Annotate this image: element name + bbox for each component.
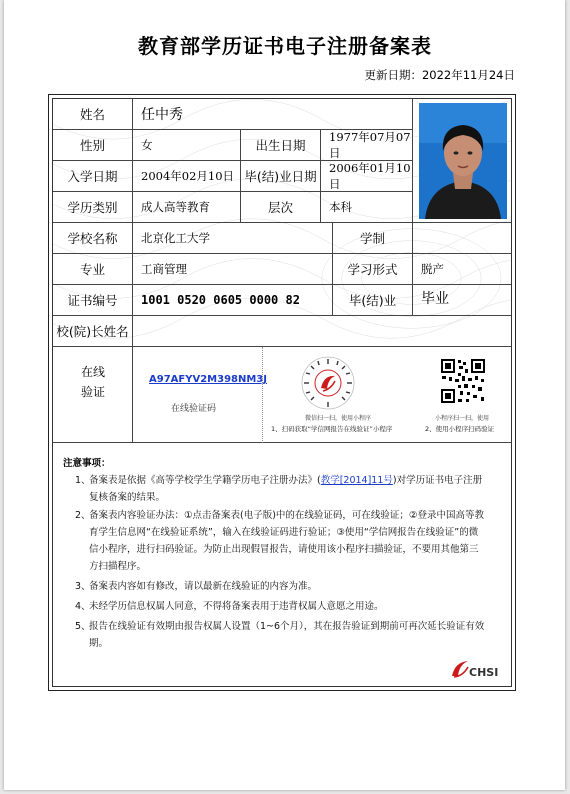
- update-date-value: 2022年11月24日: [421, 68, 515, 82]
- note-text: 未经学历信息权属人同意，不得将备案表用于违背权属人意愿之用途。: [89, 601, 384, 612]
- notes-title: 注意事项：: [63, 458, 111, 469]
- level-value: 本科: [321, 192, 413, 223]
- person-photo: [419, 103, 507, 219]
- page-title: 教育部学历证书电子注册备案表: [138, 34, 432, 58]
- regulation-link[interactable]: 教学[2014]11号: [320, 475, 393, 486]
- note-number: 4、: [75, 601, 91, 612]
- note-number: 3、: [75, 581, 91, 592]
- enroll-label: 入学日期: [53, 161, 133, 192]
- study-form-value: 脱产: [413, 254, 512, 285]
- gender-label: 性别: [53, 130, 133, 161]
- president-label: 校(院)长姓名: [53, 316, 133, 347]
- school-value: 北京化工大学: [133, 223, 333, 254]
- study-form-label: 学习形式: [333, 254, 413, 285]
- verify-code-link[interactable]: A97AFYV2M398NM3J: [149, 374, 267, 385]
- note-text: 备案表内容如有修改，请以最新在线验证的内容为准。: [89, 581, 318, 592]
- photo-cell: [413, 99, 512, 223]
- wechat-mini-program-code-icon[interactable]: [298, 355, 358, 411]
- note-text: [89, 472, 485, 506]
- note-number: 1、: [75, 475, 91, 486]
- chsi-logo-icon: [450, 658, 470, 678]
- mini-program-step: 1、扫码获取“学信网报告在线验证”小程序: [271, 425, 393, 433]
- duration-label: 学制: [333, 223, 413, 254]
- graduation-value: 毕业: [413, 285, 512, 316]
- note-number: 5、: [75, 621, 91, 632]
- qr-step: 2、使用小程序扫码验证: [425, 425, 495, 433]
- president-value: [133, 316, 512, 347]
- major-value: 工商管理: [133, 254, 333, 285]
- qr-caption: 小程序扫一扫，使用: [435, 415, 490, 422]
- update-date-label: 更新日期：: [364, 68, 422, 82]
- enroll-value: 2004年02月10日: [133, 161, 241, 192]
- note-text: 报告在线验证有效期由报告权属人设置（1~6个月），其在报告验证到期前可再次延长验证有效期。: [89, 621, 485, 649]
- duration-value: [413, 223, 512, 254]
- birth-label: 出生日期: [241, 130, 321, 161]
- graduation-label: 毕(结)业: [333, 285, 413, 316]
- edu-type-value: 成人高等教育: [133, 192, 241, 223]
- note-text-part: )对学历证书电子注册复核备案的结果。: [89, 475, 483, 503]
- birth-value: 1977年07月07日: [321, 130, 413, 161]
- graduate-date-value: 2006年01月10日: [321, 161, 413, 192]
- cert-no-label: 证书编号: [53, 285, 133, 316]
- verify-label: 在线验证: [81, 365, 106, 399]
- level-label: 层次: [241, 192, 321, 223]
- name-label: 姓名: [53, 99, 133, 130]
- major-label: 专业: [53, 254, 133, 285]
- note-number: 2、: [75, 510, 91, 521]
- chsi-logo-text: CHSI: [469, 666, 499, 679]
- note-text-part: 备案表是依据《高等学校学生学籍学历电子注册办法》(: [89, 475, 321, 486]
- name-value: 任中秀: [133, 99, 413, 130]
- note-text: 备案表内容验证办法：①点击备案表(电子版)中的在线验证码，可在线验证；②登录中国高等教育学生信息网“在线验证系统”，输入在线验证码进行验证；③使用“学信网报告在线验证”的微信小程序，进行扫码验证。为防止出现假冒报告，请使用该小程序扫描验证，不要用其他第三方扫描程序。: [89, 510, 484, 572]
- registration-form: [52, 98, 512, 687]
- school-label: 学校名称: [53, 223, 133, 254]
- mini-program-caption: 微信扫一扫，使用小程序: [305, 415, 372, 422]
- gender-value: 女: [133, 130, 241, 161]
- graduate-date-label: 毕(结)业日期: [241, 161, 321, 192]
- edu-type-label: 学历类别: [53, 192, 133, 223]
- update-date: [364, 67, 515, 83]
- verify-code-cell: [133, 347, 263, 443]
- cert-no-value: 1001 0520 0605 0000 82: [133, 285, 333, 316]
- qr-code-icon[interactable]: [439, 357, 487, 405]
- verify-code-caption: 在线验证码: [171, 404, 217, 414]
